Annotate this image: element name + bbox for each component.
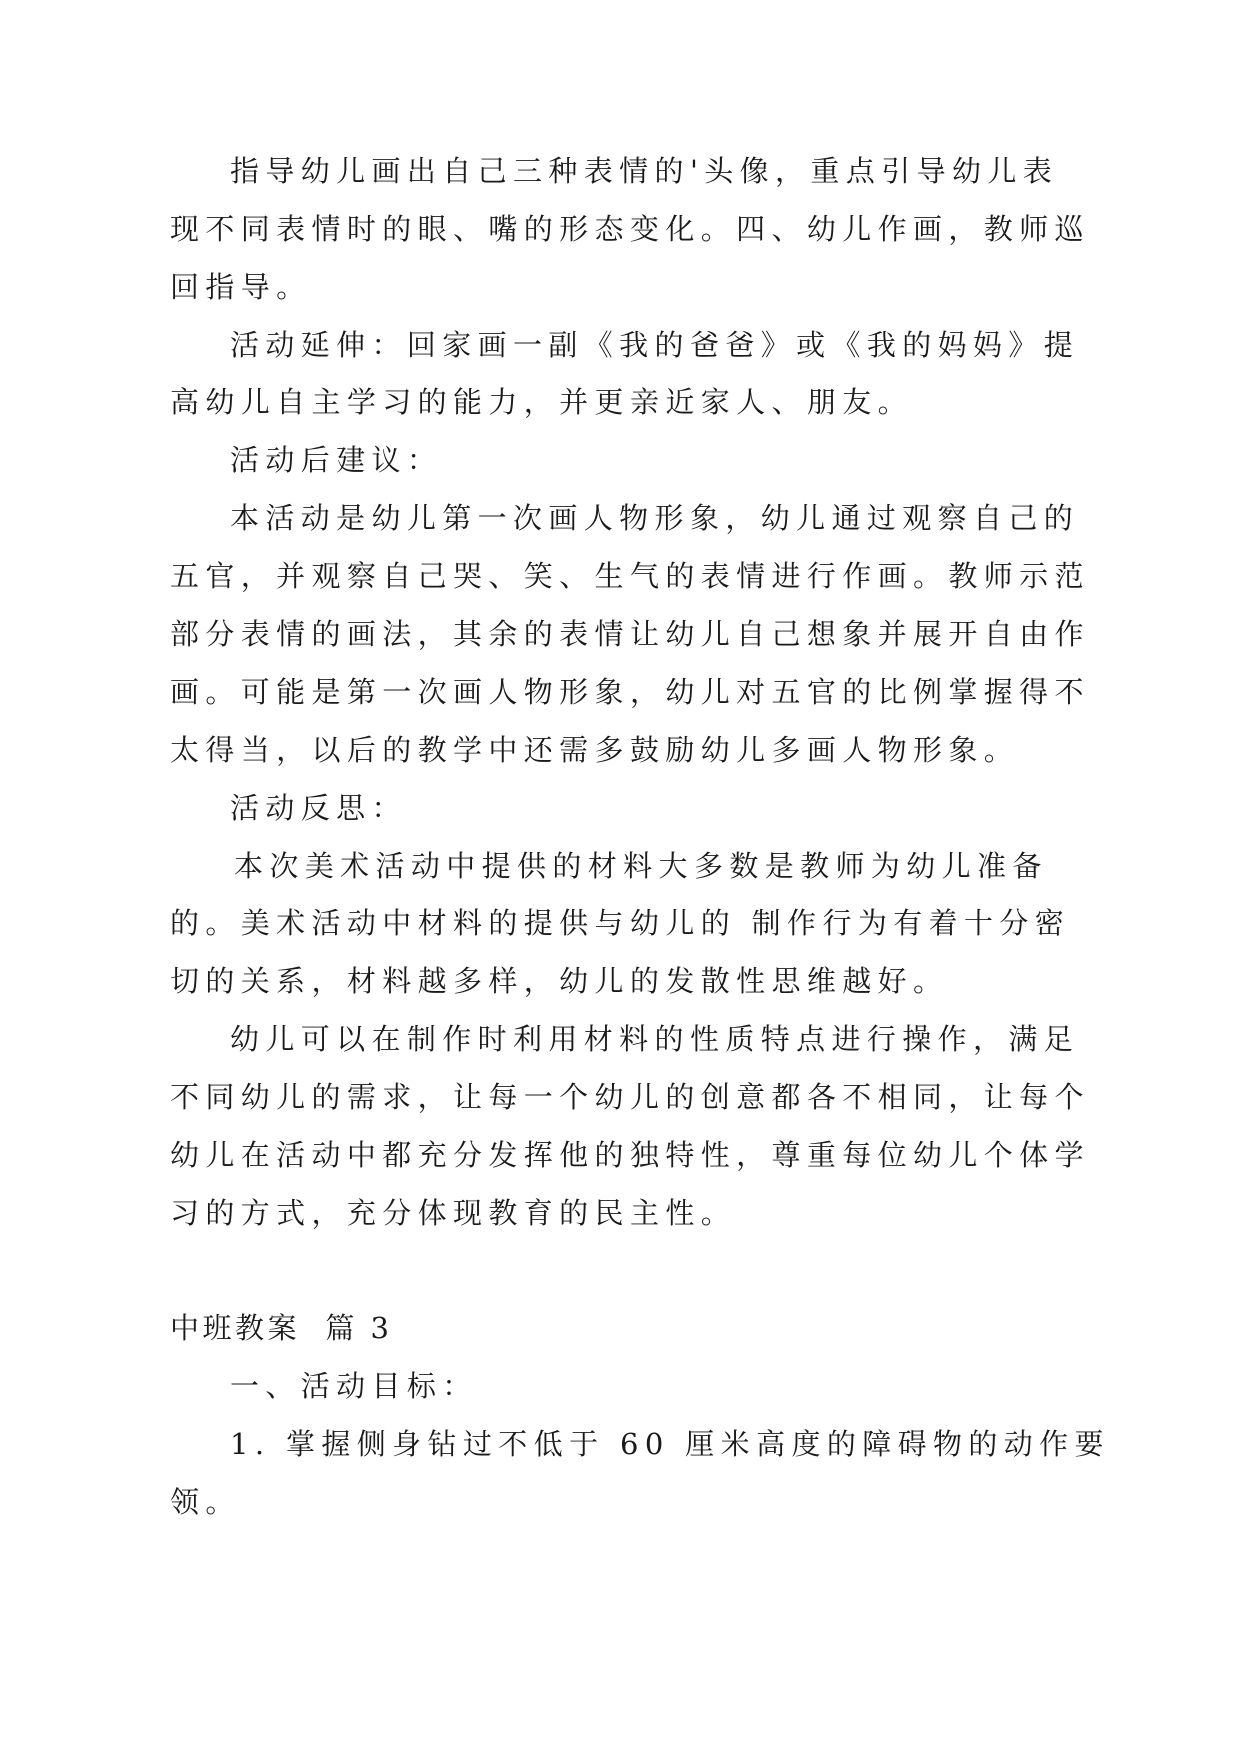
text-line: 本次美术活动中提供的材料大多数是教师为幼儿准备 xyxy=(234,849,1048,883)
text-line: 指导幼儿画出自己三种表情的'头像，重点引导幼儿表 xyxy=(230,154,1059,188)
text-line: 部分表情的画法，其余的表情让幼儿自己想象并展开自由作 xyxy=(170,617,1090,651)
section-heading: 中班教案 篇 3 xyxy=(170,1311,393,1345)
text-line: 本活动是幼儿第一次画人物形象，幼儿通过观察自己的 xyxy=(230,501,1080,535)
text-line: 活动反思： xyxy=(230,791,407,825)
text-line: 切的关系，材料越多样，幼儿的发散性思维越好。 xyxy=(170,964,949,998)
text-line: 1. 掌握侧身钻过不低于 60 厘米高度的障碍物的动作要 xyxy=(230,1427,1110,1461)
text-line: 一、活动目标： xyxy=(230,1369,478,1403)
text-line: 习的方式，充分体现教育的民主性。 xyxy=(170,1196,737,1230)
text-line: 幼儿可以在制作时利用材料的性质特点进行操作，满足 xyxy=(230,1022,1080,1056)
text-line: 高幼儿自主学习的能力，并更亲近家人、朋友。 xyxy=(170,385,913,419)
text-line: 太得当，以后的教学中还需多鼓励幼儿多画人物形象。 xyxy=(170,733,1020,767)
text-line: 活动后建议： xyxy=(230,443,443,477)
text-line: 回指导。 xyxy=(170,270,312,304)
text-line: 幼儿在活动中都充分发挥他的独特性，尊重每位幼儿个体学 xyxy=(170,1138,1090,1172)
text-line: 不同幼儿的需求，让每一个幼儿的创意都各不相同，让每个 xyxy=(170,1080,1090,1114)
text-line: 五官，并观察自己哭、笑、生气的表情进行作画。教师示范 xyxy=(170,559,1090,593)
text-line: 现不同表情时的眼、嘴的形态变化。四、幼儿作画，教师巡 xyxy=(170,212,1090,246)
text-line: 的。美术活动中材料的提供与幼儿的 制作行为有着十分密 xyxy=(170,906,1071,940)
text-line: 活动延伸：回家画一副《我的爸爸》或《我的妈妈》提 xyxy=(230,328,1080,362)
text-line: 领。 xyxy=(170,1485,241,1519)
text-line: 画。可能是第一次画人物形象，幼儿对五官的比例掌握得不 xyxy=(170,675,1090,709)
